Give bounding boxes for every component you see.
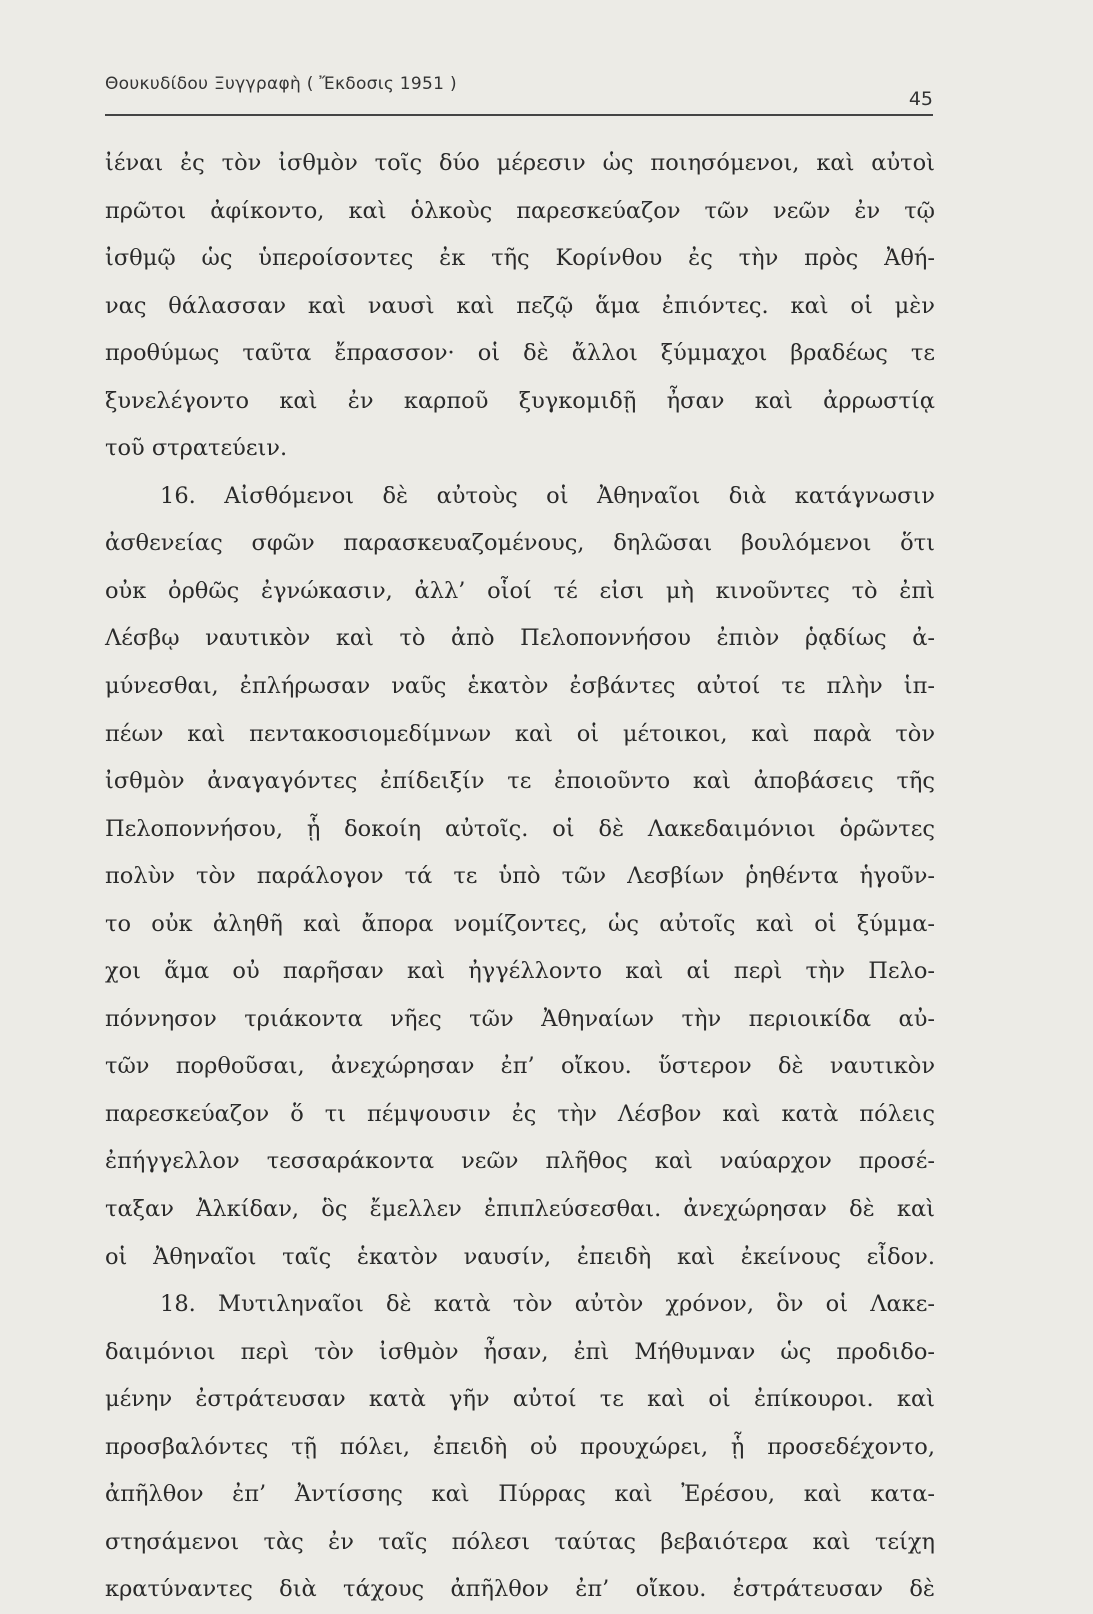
text-line: ἀσθενείας σφῶν παρασκευαζομένους, δηλῶσαι βουλόμενοι ὅτι xyxy=(105,530,935,557)
text-line: οἱ Ἀθηναῖοι ταῖς ἑκατὸν ναυσίν, ἐπειδὴ καὶ ἐκείνους εἶδον. xyxy=(105,1243,935,1270)
text-line: στησάμενοι τὰς ἐν ταῖς πόλεσι ταύτας βεβαιότερα καὶ τείχη xyxy=(105,1528,935,1555)
text-line: πέων καὶ πεντακοσιομεδίμνων καὶ οἱ μέτοικοι, καὶ παρὰ τὸν xyxy=(105,720,935,747)
text-line: οὐκ ὀρθῶς ἐγνώκασιν, ἀλλ’ οἷοί τέ εἰσι μὴ κινοῦντες τὸ ἐπὶ xyxy=(105,577,935,604)
text-line: πρῶτοι ἀφίκοντο, καὶ ὁλκοὺς παρεσκεύαζον τῶν νεῶν ἐν τῷ xyxy=(105,197,935,224)
text-line: προθύμως ταῦτα ἔπρασσον· οἱ δὲ ἄλλοι ξύμμαχοι βραδέως τε xyxy=(105,340,935,367)
text-line: νας θάλασσαν καὶ ναυσὶ καὶ πεζῷ ἅμα ἐπιόντες. καὶ οἱ μὲν xyxy=(105,292,935,319)
text-line: χοι ἅμα οὐ παρῆσαν καὶ ἠγγέλλοντο καὶ αἱ περὶ τὴν Πελο- xyxy=(105,958,935,985)
text-line: παρεσκεύαζον ὅ τι πέμψουσιν ἐς τὴν Λέσβον καὶ κατὰ πόλεις xyxy=(105,1100,935,1127)
text-line: ἐπήγγελλον τεσσαράκοντα νεῶν πλῆθος καὶ ναύαρχον προσέ- xyxy=(105,1148,935,1175)
paragraph-18-start: 18. Μυτιληναῖοι δὲ κατὰ τὸν αὐτὸν χρόνον, ὃν οἱ Λακε- xyxy=(160,1291,935,1318)
page-number: 45 xyxy=(908,88,933,110)
text-line: κρατύναντες διὰ τάχους ἀπῆλθον ἐπ’ οἴκου. ἐστράτευσαν δὲ xyxy=(105,1576,935,1603)
running-title: Θουκυδίδου Ξυγγραφὴ ( Ἔκδοσις 1951 ) xyxy=(105,74,457,94)
text-line: ἰσθμὸν ἀναγαγόντες ἐπίδειξίν τε ἐποιοῦντο καὶ ἀποβάσεις τῆς xyxy=(105,768,935,795)
text-line: δαιμόνιοι περὶ τὸν ἰσθμὸν ἦσαν, ἐπὶ Μήθυμναν ὡς προδιδο- xyxy=(105,1338,935,1365)
text-line: Λέσβῳ ναυτικὸν καὶ τὸ ἀπὸ Πελοποννήσου ἐπιὸν ῥᾳδίως ἀ- xyxy=(105,625,935,652)
text-line: ξυνελέγοντο καὶ ἐν καρποῦ ξυγκομιδῇ ἦσαν καὶ ἀρρωστίᾳ xyxy=(105,387,935,414)
header-rule xyxy=(105,114,933,116)
text-line: ἀπῆλθον ἐπ’ Ἀντίσσης καὶ Πύρρας καὶ Ἐρέσου, καὶ κατα- xyxy=(105,1481,935,1508)
text-line: μένην ἐστράτευσαν κατὰ γῆν αὐτοί τε καὶ οἱ ἐπίκουροι. καὶ xyxy=(105,1386,935,1413)
text-line: προσβαλόντες τῇ πόλει, ἐπειδὴ οὐ προυχώρει, ᾗ προσεδέχοντο, xyxy=(105,1433,935,1460)
text-line: ἰσθμῷ ὡς ὑπεροίσοντες ἐκ τῆς Κορίνθου ἐς τὴν πρὸς Ἀθή- xyxy=(105,245,935,272)
text-line: το οὐκ ἀληθῆ καὶ ἄπορα νομίζοντες, ὡς αὐτοῖς καὶ οἱ ξύμμα- xyxy=(105,910,935,937)
page-header xyxy=(105,70,933,120)
paragraph-16-start: 16. Αἰσθόμενοι δὲ αὐτοὺς οἱ Ἀθηναῖοι διὰ κατάγνωσιν xyxy=(160,482,935,509)
text-line: ἰέναι ἐς τὸν ἰσθμὸν τοῖς δύο μέρεσιν ὡς ποιησόμενοι, καὶ αὐτοὶ xyxy=(105,150,935,176)
text-line: τῶν πορθοῦσαι, ἀνεχώρησαν ἐπ’ οἴκου. ὕστερον δὲ ναυτικὸν xyxy=(105,1053,935,1080)
text-line: πολὺν τὸν παράλογον τά τε ὑπὸ τῶν Λεσβίων ῥηθέντα ἡγοῦν- xyxy=(105,863,935,890)
body-text xyxy=(105,140,935,1614)
text-line: τοῦ στρατεύειν. xyxy=(105,435,288,462)
text-line: Πελοποννήσου, ᾗ δοκοίη αὐτοῖς. οἱ δὲ Λακεδαιμόνιοι ὁρῶντες xyxy=(105,815,935,842)
text-line: πόννησον τριάκοντα νῆες τῶν Ἀθηναίων τὴν περιοικίδα αὐ- xyxy=(105,1005,935,1032)
text-line: μύνεσθαι, ἐπλήρωσαν ναῦς ἑκατὸν ἐσβάντες αὐτοί τε πλὴν ἱπ- xyxy=(105,673,935,700)
text-line: ταξαν Ἀλκίδαν, ὃς ἔμελλεν ἐπιπλεύσεσθαι. ἀνεχώρησαν δὲ καὶ xyxy=(105,1196,935,1223)
